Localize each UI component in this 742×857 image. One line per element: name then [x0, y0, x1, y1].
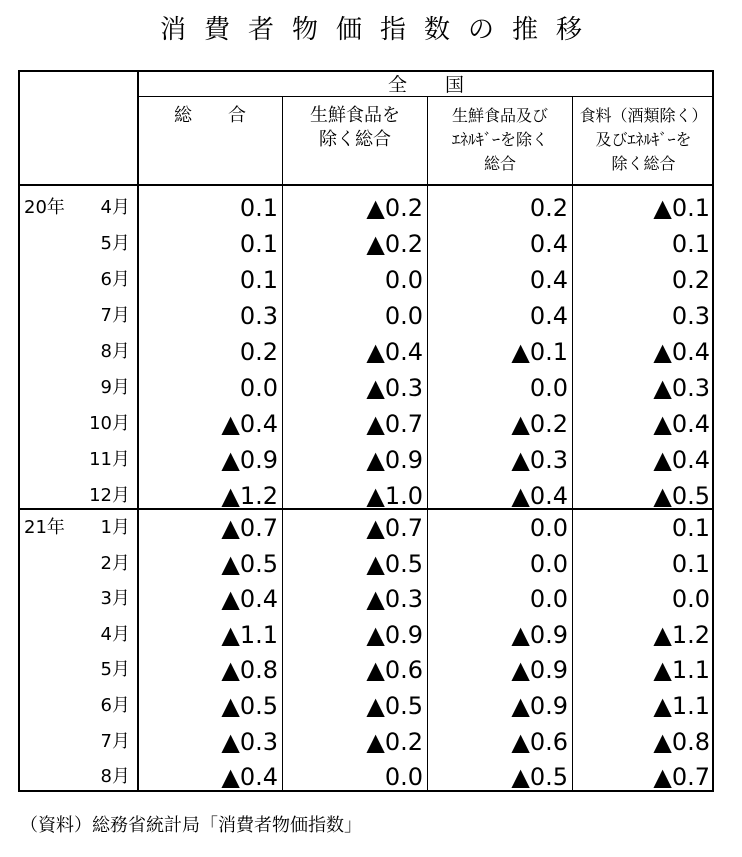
col-header-core-line1: 生鮮食品を	[310, 105, 400, 126]
row-year	[24, 759, 74, 795]
col-header-food-energy-line3: 除く総合	[611, 154, 676, 173]
row-month: 2月	[100, 552, 130, 574]
row-year	[24, 262, 74, 298]
value-cell: ▲0.3	[366, 585, 423, 614]
row-month: 7月	[100, 730, 130, 752]
value-cell: 0.0	[239, 374, 278, 402]
table-row	[0, 442, 742, 478]
value-cell: ▲0.9	[511, 692, 568, 720]
value-cell: ▲0.9	[511, 656, 568, 685]
col-header-total-line1: 総 合	[174, 105, 246, 126]
table-row	[0, 226, 742, 262]
table-row	[0, 298, 742, 334]
value-cell: ▲0.4	[366, 338, 423, 366]
col-header-core-core-line2: ｴﾈﾙｷﾞｰを除く	[451, 130, 548, 149]
row-year	[24, 478, 74, 514]
row-month: 8月	[100, 766, 130, 788]
col-header-food-energy	[573, 104, 714, 176]
value-cell: 0.0	[384, 763, 423, 792]
value-cell: ▲0.6	[511, 727, 568, 756]
row-year	[24, 724, 74, 760]
value-cell: 0.1	[239, 194, 278, 222]
region-header: 全 国	[387, 74, 464, 96]
value-cell: ▲1.2	[653, 620, 710, 649]
table-row	[0, 581, 742, 617]
row-year	[24, 546, 74, 582]
page-title: 消費者物価指数の推移	[159, 15, 600, 45]
row-month: 11月	[89, 449, 130, 470]
value-cell: ▲1.1	[653, 692, 710, 720]
value-cell: 0.0	[529, 585, 568, 614]
row-month: 10月	[89, 413, 130, 434]
row-year	[24, 334, 74, 370]
table-row	[0, 724, 742, 760]
row-year	[24, 406, 74, 442]
region-divider	[138, 96, 714, 97]
table-row	[0, 617, 742, 653]
value-cell: 0.1	[239, 230, 278, 258]
value-cell: ▲0.4	[653, 410, 710, 438]
value-cell: 0.3	[239, 302, 278, 330]
row-year	[24, 226, 74, 262]
table-row	[0, 478, 742, 514]
value-cell: ▲0.1	[511, 338, 568, 366]
value-cell: ▲0.9	[221, 446, 278, 474]
table-row	[0, 688, 742, 724]
value-cell: 0.1	[671, 230, 710, 258]
row-year	[24, 442, 74, 478]
value-cell: ▲0.5	[511, 763, 568, 792]
value-cell: ▲0.2	[366, 230, 423, 258]
row-year	[24, 581, 74, 617]
value-cell: ▲0.4	[653, 446, 710, 474]
value-cell: ▲0.1	[653, 194, 710, 222]
table-row	[0, 406, 742, 442]
table-row	[0, 262, 742, 298]
table-row	[0, 546, 742, 582]
value-cell: 0.2	[529, 194, 568, 222]
value-cell: ▲0.7	[653, 763, 710, 792]
value-cell: 0.1	[671, 514, 710, 542]
row-month: 5月	[100, 233, 130, 254]
table-row	[0, 759, 742, 795]
value-cell: ▲0.3	[366, 374, 423, 402]
value-cell: 0.2	[671, 266, 710, 294]
table-row	[0, 190, 742, 226]
value-cell: ▲0.9	[366, 446, 423, 474]
value-cell: ▲0.8	[653, 727, 710, 756]
value-cell: ▲0.4	[511, 482, 568, 510]
row-month: 7月	[100, 305, 130, 326]
table-row	[0, 510, 742, 546]
value-cell: ▲1.1	[221, 620, 278, 649]
col-header-core-core-line1: 生鮮食品及び	[451, 106, 548, 125]
row-month: 8月	[100, 341, 130, 362]
table-row	[0, 652, 742, 688]
value-cell: ▲0.9	[366, 620, 423, 649]
value-cell: ▲0.3	[653, 374, 710, 402]
value-cell: ▲0.4	[221, 585, 278, 614]
value-cell: 0.2	[239, 338, 278, 366]
col-header-food-energy-line1: 食料（酒類除く）	[579, 106, 708, 125]
col-header-core	[283, 104, 427, 152]
value-cell: ▲0.4	[653, 338, 710, 366]
row-year	[24, 617, 74, 653]
col-header-total	[138, 104, 282, 128]
value-cell: ▲0.6	[366, 656, 423, 685]
value-cell: ▲0.5	[221, 549, 278, 578]
row-year	[24, 370, 74, 406]
col-header-core-core-line3: 総合	[483, 154, 516, 173]
value-cell: ▲0.3	[221, 727, 278, 756]
value-cell: 0.3	[671, 302, 710, 330]
header-bottom-rule	[20, 184, 712, 186]
row-month: 6月	[100, 269, 130, 290]
value-cell: ▲1.0	[366, 482, 423, 510]
row-month: 1月	[100, 517, 130, 538]
value-cell: 0.0	[671, 585, 710, 614]
value-cell: ▲0.7	[366, 514, 423, 542]
value-cell: 0.0	[384, 302, 423, 330]
col-header-core-line2: 除く総合	[319, 129, 391, 150]
value-cell: ▲0.3	[511, 446, 568, 474]
row-month: 3月	[100, 588, 130, 610]
value-cell: 0.0	[529, 374, 568, 402]
value-cell: 0.4	[529, 230, 568, 258]
col-header-core-core	[428, 104, 572, 176]
value-cell: 0.0	[529, 514, 568, 542]
value-cell: ▲0.5	[221, 692, 278, 720]
value-cell: ▲0.8	[221, 656, 278, 685]
value-cell: ▲0.2	[366, 727, 423, 756]
value-cell: 0.1	[239, 266, 278, 294]
value-cell: ▲0.5	[653, 482, 710, 510]
row-month: 5月	[100, 659, 130, 681]
value-cell: ▲0.4	[221, 410, 278, 438]
row-year	[24, 298, 74, 334]
value-cell: ▲0.2	[366, 194, 423, 222]
value-cell: ▲0.7	[221, 514, 278, 542]
value-cell: ▲0.4	[221, 763, 278, 792]
row-year	[24, 688, 74, 724]
row-month: 4月	[100, 623, 130, 645]
row-month: 6月	[100, 695, 130, 716]
value-cell: 0.0	[529, 549, 568, 578]
value-cell: ▲0.9	[511, 620, 568, 649]
value-cell: ▲0.7	[366, 410, 423, 438]
value-cell: ▲0.2	[511, 410, 568, 438]
value-cell: 0.4	[529, 266, 568, 294]
table-row	[0, 334, 742, 370]
value-cell: 0.0	[384, 266, 423, 294]
col-header-food-energy-line2: 及びｴﾈﾙｷﾞｰを	[595, 130, 692, 149]
value-cell: ▲0.5	[366, 692, 423, 720]
row-month: 12月	[89, 485, 130, 506]
row-year: 21年	[24, 517, 65, 538]
source-note: （資料）総務省統計局「消費者物価指数」	[20, 815, 362, 836]
row-year: 20年	[24, 197, 65, 218]
table-row	[0, 370, 742, 406]
value-cell: ▲0.5	[366, 549, 423, 578]
value-cell: 0.1	[671, 549, 710, 578]
row-month: 9月	[100, 377, 130, 398]
value-cell: ▲1.1	[653, 656, 710, 685]
row-year	[24, 652, 74, 688]
value-cell: 0.4	[529, 302, 568, 330]
row-month: 4月	[100, 197, 130, 218]
value-cell: ▲1.2	[221, 482, 278, 510]
